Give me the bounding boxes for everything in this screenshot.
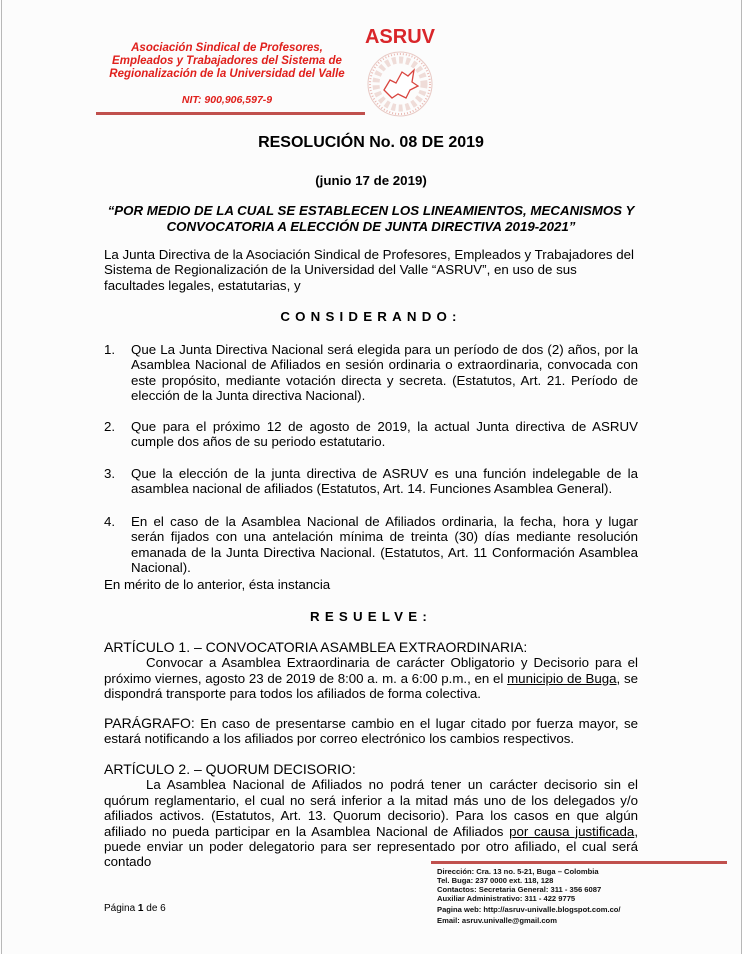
articulo-2 xyxy=(104,762,638,870)
considerando-heading: CONSIDERANDO: xyxy=(280,309,462,324)
motto-line: CONVOCATORIA A ELECCIÓN DE JUNTA DIRECTIVA 2019-2021” xyxy=(166,219,576,234)
page-label: Página xyxy=(104,903,138,914)
header-divider xyxy=(96,112,365,115)
org-nit: NIT: 900,906,597-9 xyxy=(181,94,273,106)
org-name-line: Regionalización de la Universidad del Valle xyxy=(109,68,345,80)
articulo-2-text-end: , puede enviar un poder delegatorio para ser representado por otro afiliado, el cual será contado xyxy=(104,823,639,870)
asruv-logo xyxy=(360,26,440,118)
page-border-left xyxy=(1,0,2,954)
item-number: 2. xyxy=(104,419,116,434)
footer-contact-block xyxy=(437,867,621,926)
considerando-item xyxy=(104,419,638,450)
org-name-line: Empleados y Trabajadores del Sistema de xyxy=(112,55,342,67)
resolution-date: (junio 17 de 2019) xyxy=(315,173,427,188)
paragrafo xyxy=(104,716,638,747)
considerando-item xyxy=(104,514,638,576)
footer-divider xyxy=(431,861,727,864)
item-text: En el caso de la Asamblea Nacional de Afiliados ordinaria, la fecha, hora y lugar serán fijados con una antelación mínima de treinta (30) días mediante resolución emanada de la Junta Directiva Nacional. (Estatutos, Art. 11 Conformación Asamblea Nacional). xyxy=(131,514,638,576)
articulo-1 xyxy=(104,640,638,702)
merito-line: En mérito de lo anterior, ésta instancia xyxy=(104,577,331,592)
page-label-mid: de xyxy=(143,903,161,914)
articulo-1-heading: ARTÍCULO 1. – CONVOCATORIA ASAMBLEA EXTRAORDINARIA: xyxy=(104,639,528,655)
resuelve-heading: RESUELVE: xyxy=(310,609,432,624)
paragrafo-label: PARÁGRAFO: xyxy=(104,715,195,731)
justified-cause-underline: por causa justificada xyxy=(509,823,635,839)
item-text: Que la elección de la junta directiva de ASRUV es una función indelegable de la asamblea nacional de afiliados (Estatutos, Art. 14. Funciones Asamblea General). xyxy=(131,466,638,497)
contact-address: Dirección: Cra. 13 no. 5-21, Buga – Colombia xyxy=(437,867,599,876)
contact-secretary: Contactos: Secretaria General: 311 - 356 6087 xyxy=(437,885,602,895)
intro-paragraph: La Junta Directiva de la Asociación Sindical de Profesores, Empleados y Trabajadores del Sistema de Regionalización de la Universidad del Valle “ASRUV”, en uso de sus facultades legales, estatutarias, y xyxy=(104,247,634,293)
considerando-item xyxy=(104,466,638,497)
resolution-motto xyxy=(104,203,638,235)
resolution-title: RESOLUCIÓN No. 08 DE 2019 xyxy=(258,134,484,151)
page-number xyxy=(104,903,166,914)
item-number: 4. xyxy=(104,514,116,529)
articulo-1-text-end: , se dispondrá transporte para todos los afiliados de forma colectiva. xyxy=(104,670,638,702)
logo-wordmark: ASRUV xyxy=(364,26,435,48)
articulo-2-text: La Asamblea Nacional de Afiliados no podrá tener un carácter decisorio sin el quórum reglamentario, el cual no será inferior a la mitad más uno de los delegados y/o afiliados activos. (Estatutos, Art. 13. Quorum decisorio). Para los casos en que algún afiliado no pueda participar en la Asamblea Nacional de Afiliados xyxy=(104,777,638,839)
articulo-1-text: Convocar a Asamblea Extraordinaria de carácter Obligatorio y Decisorio para el próximo viernes, agosto 23 de 2019 de 8:00 a. m. a 6:00 p.m., en el xyxy=(104,655,638,686)
articulo-1-body xyxy=(104,655,638,701)
paragrafo-text: En caso de presentarse cambio en el lugar citado por fuerza mayor, se estará notificando a los afiliados por correo electrónico los cambios respectivos. xyxy=(104,716,638,747)
articulo-2-heading: ARTÍCULO 2. – QUORUM DECISORIO: xyxy=(104,761,356,777)
item-number: 3. xyxy=(104,466,116,481)
org-name xyxy=(96,42,358,81)
item-text: Que para el próximo 12 de agosto de 2019, la actual Junta directiva de ASRUV cumple dos años de su periodo estatutario. xyxy=(131,419,638,450)
page-current: 1 xyxy=(137,903,144,914)
item-text: Que La Junta Directiva Nacional será elegida para un período de dos (2) años, por la Asamblea Nacional de Afiliados en sesión ordinaria o extraordinaria, convocada con este propósito, mediante votación directa y secreta. (Estatutos, Art. 21. Período de elección de la Junta directiva Nacional). xyxy=(131,342,638,404)
articulo-2-body xyxy=(104,777,638,869)
considerando-item xyxy=(104,342,638,404)
letterhead-org-block xyxy=(96,42,358,107)
motto-line: “POR MEDIO DE LA CUAL SE ESTABLECEN LOS LINEAMIENTOS, MECANISMOS Y xyxy=(107,203,635,218)
contact-email: Email: asruv.univalle@gmail.com xyxy=(437,916,557,926)
item-number: 1. xyxy=(104,342,116,357)
org-name-line: Asociación Sindical de Profesores, xyxy=(131,42,323,54)
location-link: municipio de Buga xyxy=(507,670,617,686)
contact-assistant: Auxiliar Administrativo: 311 - 422 9775 xyxy=(437,894,576,904)
logo-emblem-icon xyxy=(362,50,438,118)
page-total: 6 xyxy=(160,903,166,914)
contact-website: Pagina web: http://asruv-univalle.blogspot.com.co/ xyxy=(437,905,621,915)
contact-phone: Tel. Buga: 237 0000 ext. 118, 128 xyxy=(437,876,554,886)
